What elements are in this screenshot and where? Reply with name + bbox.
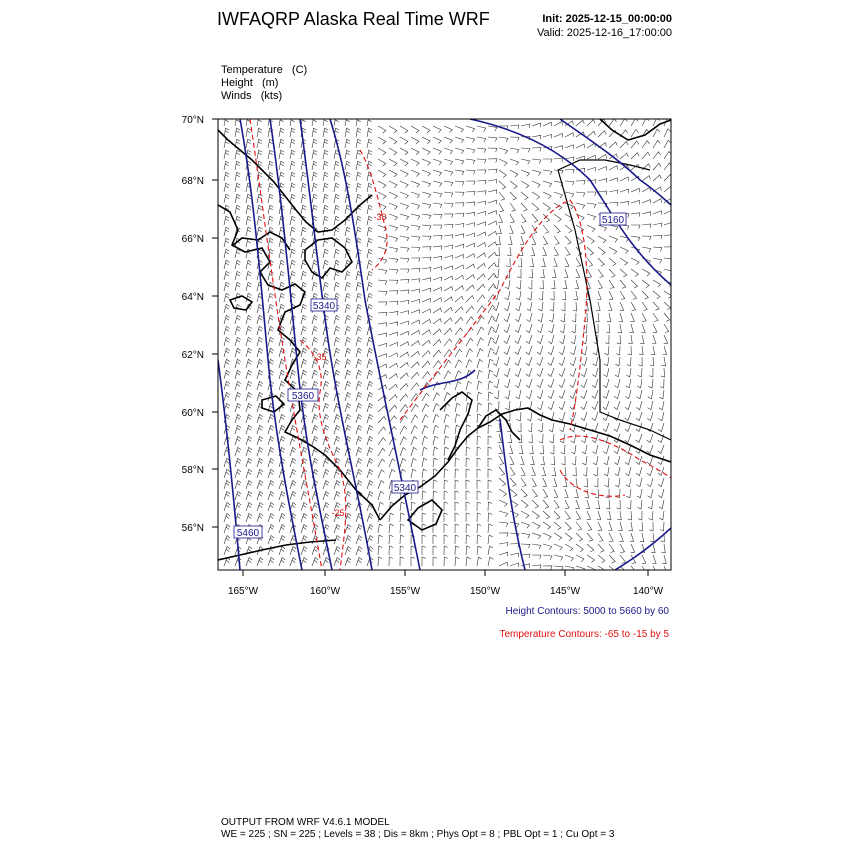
lon-label: 145°W: [549, 586, 581, 597]
valid-time: Valid: 2025-12-16_17:00:00: [537, 27, 672, 39]
temperature-contour-legend: Temperature Contours: -65 to -15 by 5: [499, 629, 669, 640]
height-contour-legend: Height Contours: 5000 to 5660 by 60: [505, 606, 669, 617]
lon-label: 160°W: [309, 586, 341, 597]
height-label: 5160: [601, 215, 625, 226]
lat-axis: [182, 115, 218, 534]
height-label: 5360: [291, 391, 315, 402]
field-height: Height (m): [221, 77, 279, 89]
height-label: 5340: [312, 301, 336, 312]
height-label: 5460: [236, 528, 260, 539]
lon-label: 140°W: [632, 586, 664, 597]
field-winds: Winds (kts): [221, 90, 283, 102]
temperature-label: -35: [313, 352, 327, 362]
lat-label: 56°N: [181, 523, 204, 534]
lon-label: 155°W: [389, 586, 421, 597]
lat-label: 62°N: [181, 350, 204, 361]
lon-label: 165°W: [227, 586, 259, 597]
lon-axis: [228, 570, 664, 597]
init-time: Init: 2025-12-15_00:00:00: [542, 13, 672, 25]
lat-label: 66°N: [181, 234, 204, 245]
temperature-label: -30: [373, 212, 387, 222]
height-label: 5340: [393, 483, 417, 494]
lat-label: 58°N: [181, 465, 204, 476]
model-config: WE = 225 ; SN = 225 ; Levels = 38 ; Dis = 8km ; Phys Opt = 8 ; PBL Opt = 1 ; Cu Opt = 3: [221, 829, 615, 840]
lat-label: 68°N: [181, 176, 204, 187]
temperature-label: -25: [331, 508, 345, 518]
field-temperature: Temperature (C): [221, 64, 308, 76]
page-title: IWFAQRP Alaska Real Time WRF: [217, 9, 490, 29]
model-version: OUTPUT FROM WRF V4.6.1 MODEL: [221, 817, 390, 828]
model-info: [221, 817, 614, 841]
lon-label: 150°W: [469, 586, 501, 597]
lat-label: 64°N: [181, 292, 204, 303]
lat-label: 70°N: [181, 115, 204, 126]
lat-label: 60°N: [181, 408, 204, 419]
